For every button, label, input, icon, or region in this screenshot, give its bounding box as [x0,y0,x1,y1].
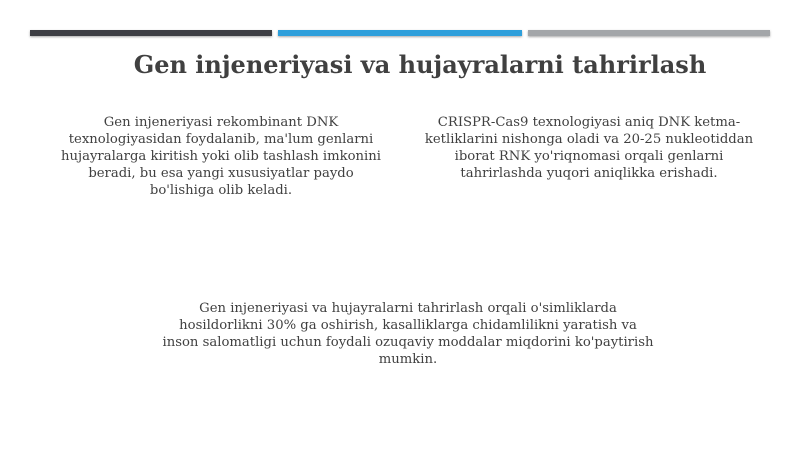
decorative-bar-blue [278,30,522,36]
decorative-bar-gray [528,30,770,36]
decorative-bar-dark [30,30,272,36]
slide-title: Gen injeneriyasi va hujayralarni tahrirlash [133,50,707,79]
paragraph-gene-engineering: Gen injeneriyasi rekombinant DNK texnologiyasidan foydalanib, ma'lum genlarni hujayralarga kiritish yoki olib tashlash imkonini beradi, bu esa yangi xususiyatlar paydo bo'lishiga olib keladi. [61,115,381,198]
paragraph-applications: Gen injeneriyasi va hujayralarni tahrirlash orqali o'simliklarda hosildorlikni 30% ga oshirish, kasalliklarga chidamlilikni yaratish va inson salomatligi uchun foydali ozuqaviy moddalar miqdorini ko'paytirish mumkin. [162,301,654,367]
paragraph-crispr: CRISPR-Cas9 texnologiyasi aniq DNK ketma-ketliklarini nishonga oladi va 20-25 nukleotiddan iborat RNK yo'riqnomasi orqali genlarni tahrirlashda yuqori aniqlikka erishadi. [424,115,754,181]
